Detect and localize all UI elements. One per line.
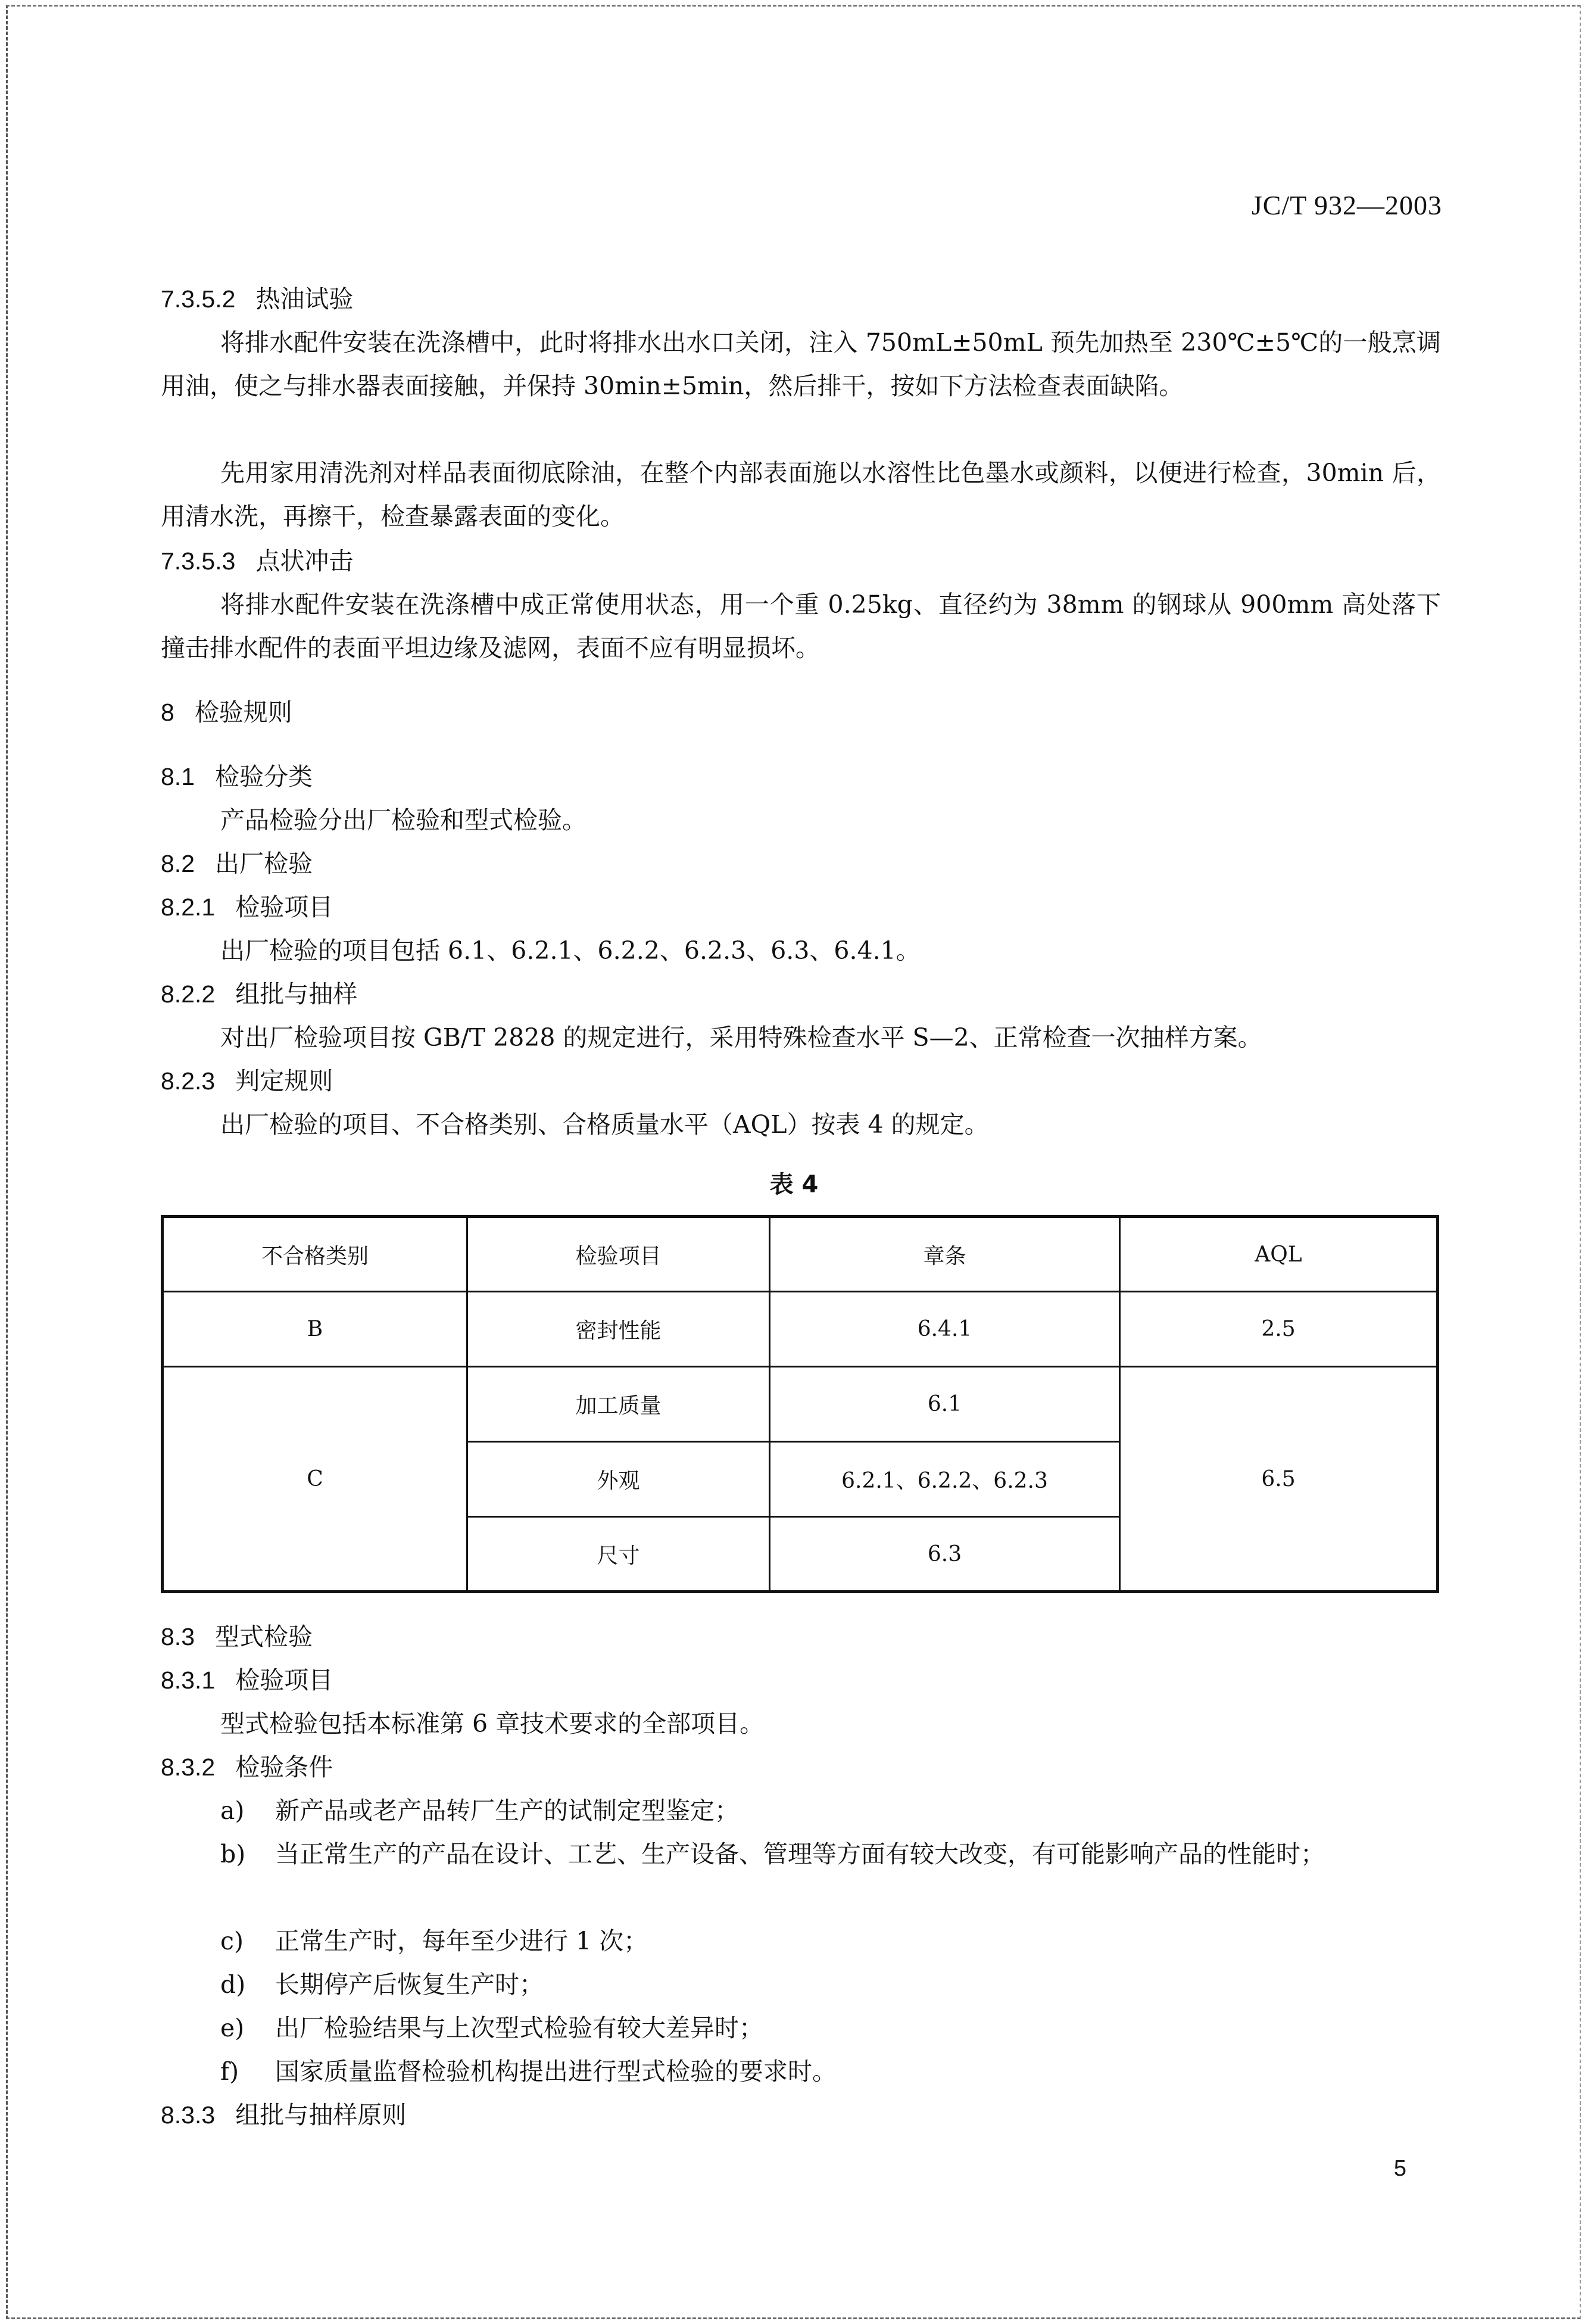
heading-8-2-2 [161, 973, 357, 1016]
section-title: 型式检验 [215, 1622, 313, 1651]
paragraph-8-2-1: 出厂检验的项目包括 6.1、6.2.1、6.2.2、6.2.3、6.3、6.4.1。 [220, 936, 921, 965]
paragraph-hot-oil-test: 将排水配件安装在洗涤槽中，此时将排水出水口关闭，注入 750mL±50mL 预先加热至 230℃±5℃的一般烹调用油，使之与排水器表面接触，并保持 30min±5min，然后排干，按如下方法检查表面缺陷。 [161, 328, 1441, 400]
page-number: 5 [1393, 2156, 1406, 2181]
heading-7-3-5-2 [161, 278, 353, 321]
section-title: 热油试验 [255, 285, 354, 313]
list-text: 当正常生产的产品在设计、工艺、生产设备、管理等方面有较大改变，有可能影响产品的性能时； [275, 1840, 1325, 1868]
section-number: 8.2.1 [161, 893, 216, 921]
table-row [163, 1367, 1438, 1442]
list-marker: c) [220, 1927, 244, 1955]
item-cell: 加工质量 [467, 1367, 770, 1442]
item-cell: 外观 [467, 1442, 770, 1517]
section-title: 检验项目 [235, 1666, 333, 1694]
section-title: 检验项目 [235, 893, 333, 921]
table-caption: 表 4 [769, 1171, 819, 1198]
aql-cell: 6.5 [1120, 1367, 1438, 1592]
table-row [163, 1292, 1438, 1367]
category-cell: C [163, 1367, 467, 1592]
paragraph-hot-oil-inspection: 先用家用清洗剂对样品表面彻底除油，在整个内部表面施以水溶性比色墨水或颜料，以便进行检查，30min 后，用清水洗，再擦干，检查暴露表面的变化。 [161, 459, 1441, 531]
list-item [220, 1963, 544, 2007]
item-cell: 密封性能 [467, 1292, 770, 1367]
section-number: 8.3.2 [161, 1753, 216, 1781]
paragraph-8-2-3: 出厂检验的项目、不合格类别、合格质量水平（AQL）按表 4 的规定。 [220, 1110, 989, 1139]
heading-8-3-2 [161, 1746, 333, 1789]
section-number: 8.3.1 [161, 1666, 216, 1694]
table-header-row [163, 1217, 1438, 1292]
section-number: 8.3.3 [161, 2101, 216, 2129]
list-text: 出厂检验结果与上次型式检验有较大差异时； [275, 2014, 763, 2042]
section-number: 8.1 [161, 763, 195, 790]
section-number: 8.2 [161, 850, 195, 877]
category-cell: B [163, 1292, 467, 1367]
list-item [220, 2050, 837, 2094]
section-number: 7.3.5.2 [161, 285, 236, 313]
list-text: 长期停产后恢复生产时； [275, 1970, 544, 1999]
heading-8-2-1 [161, 886, 333, 929]
list-item [161, 1833, 1441, 1876]
list-marker: e) [220, 2014, 245, 2042]
paragraph-8-2-2: 对出厂检验项目按 GB/T 2828 的规定进行，采用特殊检查水平 S—2、正常检查一次抽样方案。 [220, 1023, 1262, 1052]
aql-cell: 2.5 [1120, 1292, 1438, 1367]
section-title: 组批与抽样 [235, 980, 358, 1008]
section-title: 判定规则 [235, 1067, 333, 1095]
heading-8-1 [161, 755, 313, 799]
section-title: 检验条件 [235, 1753, 333, 1781]
section-number: 7.3.5.3 [161, 547, 236, 575]
list-marker: b) [220, 1840, 246, 1868]
paragraph-point-impact: 将排水配件安装在洗涤槽中成正常使用状态，用一个重 0.25kg、直径约为 38mm 的钢球从 900mm 高处落下撞击排水配件的表面平坦边缘及滤网，表面不应有明显损坏。 [161, 590, 1441, 662]
section-title: 检验规则 [194, 698, 292, 727]
table-4 [161, 1215, 1439, 1593]
list-item [220, 1920, 648, 1963]
section-title: 组批与抽样原则 [235, 2101, 407, 2129]
heading-8-3 [161, 1615, 313, 1659]
heading-8 [161, 691, 292, 734]
paragraph-8-1: 产品检验分出厂检验和型式检验。 [220, 806, 586, 834]
header-cell: 检验项目 [467, 1217, 770, 1292]
list-marker: f) [220, 2057, 239, 2086]
heading-8-3-1 [161, 1659, 333, 1702]
heading-7-3-5-3 [161, 540, 353, 583]
heading-8-3-3 [161, 2094, 406, 2137]
list-marker: d) [220, 1970, 246, 1999]
section-title: 出厂检验 [215, 849, 313, 878]
section-number: 8 [161, 699, 174, 726]
header-cell: 章条 [770, 1217, 1120, 1292]
heading-8-2 [161, 842, 313, 886]
section-title: 点状冲击 [255, 547, 354, 575]
list-text: 新产品或老产品转厂生产的试制定型鉴定； [275, 1796, 739, 1825]
list-text: 正常生产时，每年至少进行 1 次； [275, 1927, 648, 1955]
section-number: 8.2.3 [161, 1067, 216, 1095]
list-item [220, 1789, 739, 1833]
clause-cell: 6.1 [770, 1367, 1120, 1442]
paragraph-8-3-1: 型式检验包括本标准第 6 章技术要求的全部项目。 [220, 1709, 765, 1738]
clause-cell: 6.2.1、6.2.2、6.2.3 [770, 1442, 1120, 1517]
header-cell: 不合格类别 [163, 1217, 467, 1292]
list-marker: a) [220, 1796, 245, 1825]
clause-cell: 6.4.1 [770, 1292, 1120, 1367]
header-cell: AQL [1120, 1217, 1438, 1292]
list-item [220, 2007, 763, 2050]
document-code: JC/T 932—2003 [1251, 190, 1442, 220]
item-cell: 尺寸 [467, 1517, 770, 1592]
section-title: 检验分类 [215, 762, 313, 791]
clause-cell: 6.3 [770, 1517, 1120, 1592]
heading-8-2-3 [161, 1060, 333, 1103]
section-number: 8.2.2 [161, 980, 216, 1008]
section-number: 8.3 [161, 1623, 195, 1650]
list-text: 国家质量监督检验机构提出进行型式检验的要求时。 [275, 2057, 837, 2086]
